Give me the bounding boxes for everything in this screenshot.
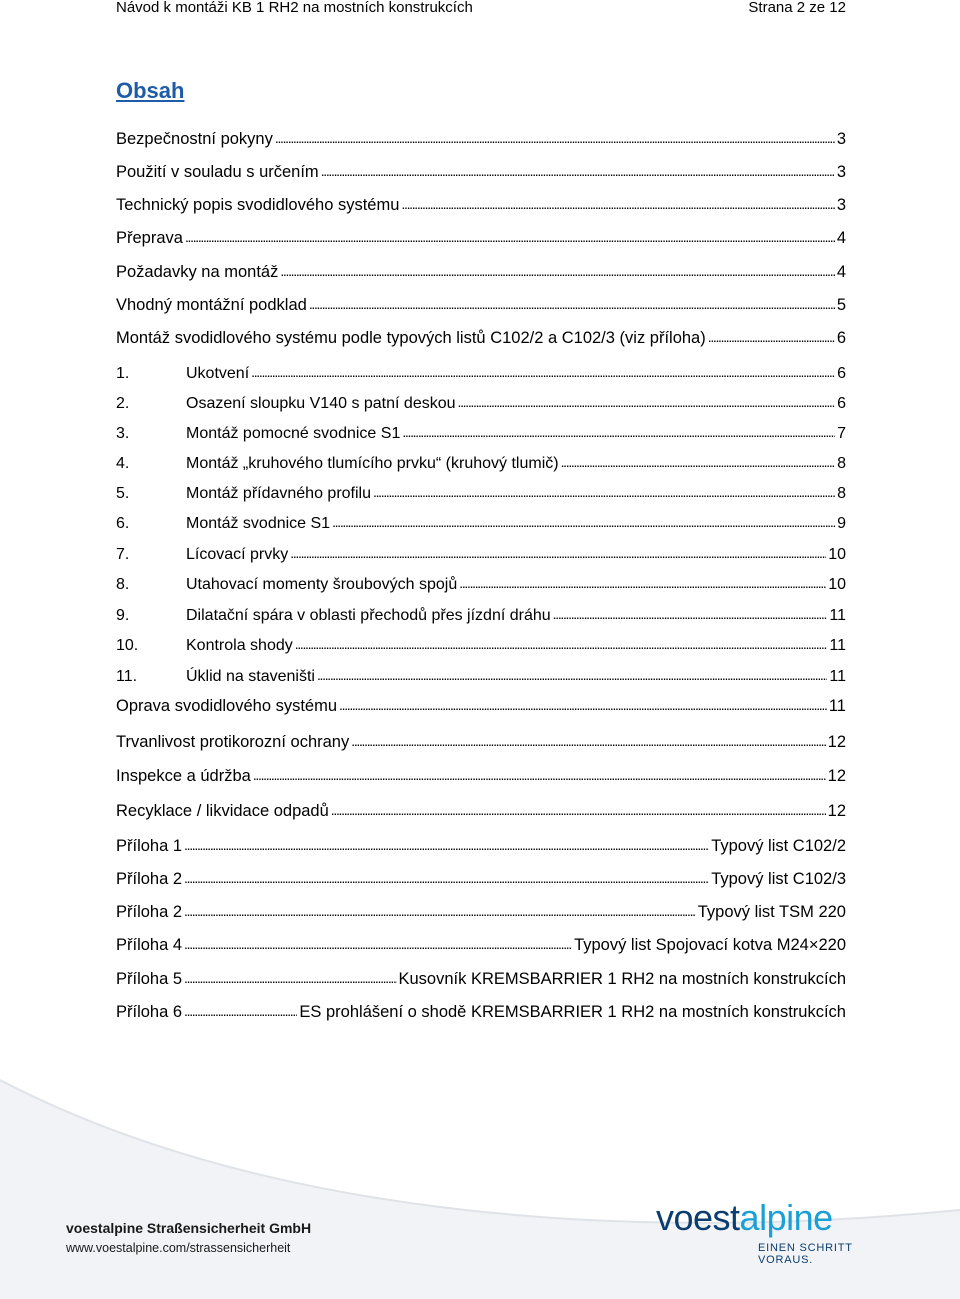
toc-entry-label: Montáž svodnice S1 [186, 515, 331, 532]
toc-entry-number: 5. [116, 485, 130, 502]
toc-entry-page: Typový list C102/2 [711, 837, 846, 855]
toc-entry-page: 5 [836, 296, 846, 314]
toc-dot-leader [309, 292, 835, 316]
toc-entry[interactable] [116, 572, 846, 596]
footer-company-name: voestalpine Straßensicherheit GmbH [66, 1220, 312, 1236]
toc-entry-label: Požadavky na montáž [116, 263, 279, 281]
toc-entry-label: Vhodný montážní podklad [116, 296, 307, 314]
toc-entry[interactable] [116, 451, 846, 475]
toc-dot-leader [184, 866, 709, 890]
toc-entry-label: Lícovací prvky [186, 546, 289, 563]
toc-entry[interactable] [116, 900, 846, 924]
toc-entry-number: 2. [116, 395, 130, 412]
toc-entry-page: Typový list TSM 220 [697, 903, 846, 921]
toc-entry[interactable] [116, 511, 846, 535]
toc-entry-page: 10 [828, 576, 846, 593]
toc-entry[interactable] [116, 730, 846, 754]
logo-text-alpine: alpine [739, 1197, 833, 1238]
toc-entry-number: 11. [116, 668, 138, 685]
toc-entry-label: Montáž svodidlového systému podle typových listů C102/2 a C102/3 (viz příloha) [116, 329, 706, 347]
toc-entry-label: Příloha 6 [116, 1003, 183, 1021]
toc-entry-page: 6 [837, 395, 846, 412]
toc-entry-page: 3 [836, 163, 846, 181]
toc-entry-label: Bezpečnostní pokyny [116, 130, 273, 148]
toc-entry[interactable] [116, 260, 846, 284]
toc-entry-label: Příloha 4 [116, 936, 183, 954]
toc-entry-label: Příloha 1 [116, 837, 183, 855]
toc-entry[interactable] [116, 1000, 846, 1024]
toc-entry[interactable] [116, 764, 846, 788]
page-number: Strana 2 ze 12 [748, 0, 846, 16]
toc-entry[interactable] [116, 603, 846, 627]
toc-dot-leader [184, 999, 297, 1023]
page-header [116, 0, 846, 16]
toc-entry-label: Dilatační spára v oblasti přechodů přes jízdní dráhu [186, 607, 551, 624]
toc-entry-label: Utahovací momenty šroubových spojů [186, 576, 458, 593]
toc-entry-page: 8 [837, 455, 846, 472]
toc-entry-label: Trvanlivost protikorozní ochrany [116, 733, 350, 751]
toc-entry[interactable] [116, 481, 846, 505]
toc-entry[interactable] [116, 967, 846, 991]
toc-entry[interactable] [116, 293, 846, 317]
footer-website[interactable]: www.voestalpine.com/strassensicherheit [66, 1241, 291, 1255]
toc-entry-label: Úklid na staveništi [186, 668, 315, 685]
toc-entry-page: Kusovník KREMSBARRIER 1 RH2 na mostních konstrukcích [398, 970, 846, 988]
toc-dot-leader [332, 510, 835, 535]
toc-dot-leader [708, 325, 835, 349]
toc-entry[interactable] [116, 326, 846, 350]
toc-entry-number: 7. [116, 546, 130, 563]
toc-entry[interactable] [116, 834, 846, 858]
toc-entry-label: Přeprava [116, 229, 183, 247]
toc-dot-leader [185, 225, 835, 249]
toc-dot-leader [402, 420, 835, 445]
toc-entry-label: Montáž přídavného profilu [186, 485, 371, 502]
toc-entry[interactable] [116, 694, 846, 718]
toc-dot-leader [321, 159, 835, 183]
toc-dot-leader [280, 259, 834, 283]
toc-dot-leader [561, 450, 836, 475]
toc-entry-page: 11 [829, 668, 846, 685]
toc-entry-page: 3 [836, 196, 846, 214]
toc-dot-leader [331, 798, 826, 822]
toc-entry[interactable] [116, 867, 846, 891]
toc-entry-number: 1. [116, 365, 130, 382]
toc-entry-number: 9. [116, 607, 130, 624]
toc-entry[interactable] [116, 193, 846, 217]
toc-entry-page: ES prohlášení o shodě KREMSBARRIER 1 RH2 na mostních konstrukcích [299, 1003, 846, 1021]
toc-entry-label: Příloha 2 [116, 903, 183, 921]
toc-entry-page: 7 [837, 425, 846, 442]
toc-dot-leader [290, 541, 826, 566]
toc-dot-leader [401, 192, 834, 216]
toc-dot-leader [351, 729, 825, 753]
toc-entry-page: 12 [827, 802, 846, 820]
toc-entry-label: Montáž pomocné svodnice S1 [186, 425, 401, 442]
toc-dot-leader [295, 632, 828, 657]
toc-entry-number: 8. [116, 576, 130, 593]
toc-dot-leader [459, 571, 826, 596]
logo-tagline: EINEN SCHRITT VORAUS. [758, 1242, 853, 1266]
toc-entry-page: 6 [837, 365, 846, 382]
toc-entry[interactable] [116, 361, 846, 385]
toc-entry-label: Oprava svodidlového systému [116, 697, 338, 715]
toc-entry-label: Inspekce a údržba [116, 767, 251, 785]
toc-entry-number: 4. [116, 455, 130, 472]
toc-entry-label: Montáž „kruhového tlumícího prvku“ (kruhový tlumič) [186, 455, 559, 472]
toc-entry-page: 3 [836, 130, 846, 148]
toc-entry[interactable] [116, 421, 846, 445]
toc-entry-page: 11 [829, 607, 846, 624]
toc-dot-leader [251, 360, 835, 385]
toc-entry-page: 8 [837, 485, 846, 502]
toc-entry-label: Technický popis svodidlového systému [116, 196, 400, 214]
toc-dot-leader [317, 663, 827, 688]
toc-entry[interactable] [116, 542, 846, 566]
toc-entry-label: Recyklace / likvidace odpadů [116, 802, 329, 820]
toc-entry-page: 11 [829, 637, 846, 654]
toc-entry[interactable] [116, 127, 846, 151]
toc-entry[interactable] [116, 160, 846, 184]
logo-text-voest: voest [656, 1197, 740, 1238]
toc-entry-page: 12 [827, 767, 846, 785]
toc-entry-page: Typový list C102/3 [711, 870, 846, 888]
toc-dot-leader [184, 833, 709, 857]
toc-entry-page: 11 [828, 697, 846, 715]
toc-dot-leader [184, 966, 396, 990]
toc-entry[interactable] [116, 391, 846, 415]
toc-dot-leader [339, 693, 827, 717]
toc-dot-leader [373, 480, 835, 505]
toc-entry-label: Osazení sloupku V140 s patní deskou [186, 395, 456, 412]
toc-entry-label: Ukotvení [186, 365, 250, 382]
toc-entry[interactable] [116, 633, 846, 657]
toc-entry-page: 10 [828, 546, 846, 563]
toc-dot-leader [253, 763, 826, 787]
toc-entry[interactable] [116, 799, 846, 823]
toc-entry[interactable] [116, 933, 846, 957]
toc-dot-leader [275, 126, 835, 150]
toc-dot-leader [458, 390, 836, 415]
toc-entry-label: Příloha 5 [116, 970, 183, 988]
toc-entry-page: 12 [827, 733, 846, 751]
document-title: Návod k montáži KB 1 RH2 na mostních konstrukcích [116, 0, 473, 16]
toc-entry-page: 4 [836, 229, 846, 247]
toc-entry[interactable] [116, 226, 846, 250]
toc-entry-page: 9 [837, 515, 846, 532]
toc-dot-leader [184, 932, 572, 956]
toc-heading: Obsah [116, 78, 185, 103]
voestalpine-logo [656, 1198, 906, 1266]
toc-entry-number: 6. [116, 515, 130, 532]
toc-entry-label: Použití v souladu s určením [116, 163, 319, 181]
toc-dot-leader [553, 602, 828, 627]
toc-entry-number: 10. [116, 637, 139, 654]
toc-entry[interactable] [116, 664, 846, 688]
toc-entry-label: Kontrola shody [186, 637, 293, 654]
toc-dot-leader [184, 899, 696, 923]
toc-entry-page: 4 [836, 263, 846, 281]
toc-entry-page: 6 [836, 329, 846, 347]
toc-entry-label: Příloha 2 [116, 870, 183, 888]
toc-entry-page: Typový list Spojovací kotva M24×220 [574, 936, 846, 954]
toc-entry-number: 3. [116, 425, 130, 442]
